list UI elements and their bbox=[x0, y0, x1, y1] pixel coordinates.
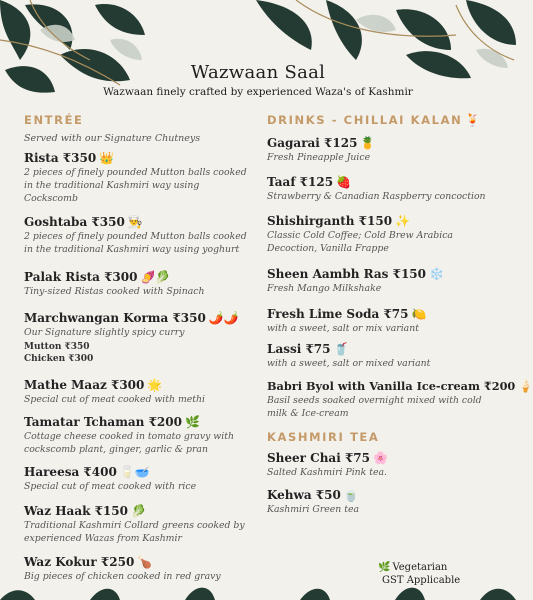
menu-item-mathe-maaz bbox=[24, 377, 256, 406]
item-name: Shishirganth ₹150 bbox=[267, 214, 393, 228]
item-description: Fresh Pineapple Juice bbox=[267, 152, 371, 163]
item-name: Goshtaba ₹350 bbox=[24, 215, 125, 229]
kashmiri-tea-heading: KASHMIRI TEA bbox=[267, 430, 380, 444]
item-variant-mutton: Mutton ₹350 bbox=[24, 342, 90, 352]
chili-icon: 🌶️🌶️ bbox=[208, 311, 239, 325]
item-name: Hareesa ₹400 bbox=[24, 465, 117, 479]
menu-item-sheen-aambh-ras bbox=[267, 266, 499, 295]
item-description: 2 pieces of finely pounded Mutton balls cooked in the traditional Kashmiri way using yoghurt bbox=[24, 231, 247, 255]
snowflake-icon: ❄️ bbox=[429, 267, 444, 281]
item-description: Kashmiri Green tea bbox=[267, 504, 360, 515]
item-description: with a sweet, salt or mixed variant bbox=[267, 358, 431, 369]
drinks-column bbox=[267, 113, 533, 516]
item-name: Lassi ₹75 bbox=[267, 342, 331, 356]
herb-icon: 🌿 bbox=[184, 415, 200, 429]
menu-item-fresh-lime-soda bbox=[267, 306, 499, 335]
item-name: Sheer Chai ₹75 bbox=[267, 451, 370, 465]
menu-item-lassi bbox=[267, 341, 499, 370]
star-icon: 🌟 bbox=[147, 378, 163, 392]
entree-note: Served with our Signature Chutneys bbox=[24, 133, 201, 144]
item-name: Palak Rista ₹300 bbox=[24, 270, 138, 284]
entree-column bbox=[24, 113, 256, 583]
menu-item-sheer-chai bbox=[267, 450, 499, 479]
item-description: Classic Cold Coffee; Cold Brew Arabica Decoction, Vanilla Frappe bbox=[267, 230, 453, 254]
menu-item-rista bbox=[24, 150, 256, 205]
menu-item-goshtaba bbox=[24, 214, 256, 256]
bowl-icon: 🥛🥣 bbox=[119, 465, 150, 479]
tea-bowl-icon: 🍵 bbox=[343, 488, 359, 502]
item-description: Strawberry & Canadian Raspberry concoction bbox=[267, 191, 486, 202]
item-description: Special cut of meat cooked with methi bbox=[24, 394, 205, 405]
drink-cup-icon: 🥤 bbox=[333, 342, 349, 356]
entree-heading: ENTRÉE bbox=[24, 113, 84, 127]
vegetarian-label: Vegetarian bbox=[392, 562, 448, 573]
item-variant-chicken: Chicken ₹300 bbox=[24, 354, 94, 364]
item-description: Cottage cheese cooked in tomato gravy with cockscomb plant, ginger, garlic & pran bbox=[24, 431, 234, 455]
lemon-icon: 🍋 bbox=[411, 307, 427, 321]
item-name: Mathe Maaz ₹300 bbox=[24, 378, 145, 392]
item-name: Waz Haak ₹150 bbox=[24, 504, 128, 518]
item-description: Basil seeds soaked overnight mixed with cold milk & Ice-cream bbox=[267, 395, 482, 419]
item-description: Tiny-sized Ristas cooked with Spinach bbox=[24, 286, 205, 297]
menu-item-waz-haak bbox=[24, 503, 256, 545]
item-name: Fresh Lime Soda ₹75 bbox=[267, 307, 409, 321]
strawberry-icon: 🍓 bbox=[336, 175, 352, 189]
leafy-greens-icon: 🥬 bbox=[130, 504, 146, 518]
menu-item-babri-byol bbox=[267, 378, 533, 420]
item-description: Salted Kashmiri Pink tea. bbox=[267, 467, 387, 478]
vegetarian-leaf-icon: 🌿 bbox=[378, 562, 391, 573]
item-description: Big pieces of chicken cooked in red gravy bbox=[24, 571, 221, 582]
vegetable-icon: 🍠🥬 bbox=[140, 270, 171, 284]
chicken-leg-icon: 🍗 bbox=[137, 555, 153, 569]
menu-item-taaf bbox=[267, 174, 499, 203]
item-name: Taaf ₹125 bbox=[267, 175, 334, 189]
menu-item-waz-kokur bbox=[24, 554, 256, 583]
menu-item-marchwangan-korma bbox=[24, 310, 256, 365]
menu-item-gagarai bbox=[267, 135, 499, 164]
item-description: 2 pieces of finely pounded Mutton balls cooked in the traditional Kashmiri way using Cockscomb bbox=[24, 167, 247, 204]
item-description: Our Signature slightly spicy curry bbox=[24, 327, 185, 338]
item-description: Fresh Mango Milkshake bbox=[267, 283, 382, 294]
flower-icon: 🌸 bbox=[373, 451, 388, 465]
item-name: Rista ₹350 bbox=[24, 151, 97, 165]
menu-item-shishirganth bbox=[267, 213, 499, 255]
menu-item-tamatar-tchaman bbox=[24, 414, 256, 456]
item-description: Traditional Kashmiri Collard greens cooked by experienced Wazas from Kashmir bbox=[24, 520, 245, 544]
item-description: with a sweet, salt or mix variant bbox=[267, 323, 419, 334]
gst-note: GST Applicable bbox=[382, 575, 461, 586]
item-name: Babri Byol with Vanilla Ice-cream ₹200 bbox=[267, 379, 516, 393]
menu-subtitle: Wazwaan finely crafted by experienced Waza's of Kashmir bbox=[103, 86, 413, 98]
item-name: Sheen Aambh Ras ₹150 bbox=[267, 267, 426, 281]
menu-item-palak-rista bbox=[24, 269, 256, 298]
item-name: Tamatar Tchaman ₹200 bbox=[24, 415, 182, 429]
item-name: Gagarai ₹125 bbox=[267, 136, 358, 150]
sparkles-icon: ✨ bbox=[395, 214, 410, 228]
chef-icon: 👨‍🍳 bbox=[127, 215, 143, 229]
item-description: Special cut of meat cooked with rice bbox=[24, 481, 197, 492]
legend bbox=[378, 561, 460, 587]
item-name: Marchwangan Korma ₹350 bbox=[24, 311, 206, 325]
menu-item-hareesa bbox=[24, 464, 256, 493]
item-name: Kehwa ₹50 bbox=[267, 488, 341, 502]
item-name: Waz Kokur ₹250 bbox=[24, 555, 135, 569]
menu-title: Wazwaan Saal bbox=[190, 62, 326, 83]
pineapple-icon: 🍍 bbox=[360, 136, 376, 150]
menu-item-kehwa bbox=[267, 487, 499, 516]
cocktail-icon: 🍹 bbox=[465, 113, 482, 127]
ice-cream-icon: 🍦 bbox=[518, 379, 533, 393]
crown-icon: 👑 bbox=[99, 151, 115, 165]
drinks-heading: DRINKS - CHILLAI KALAN 🍹 bbox=[267, 113, 482, 127]
